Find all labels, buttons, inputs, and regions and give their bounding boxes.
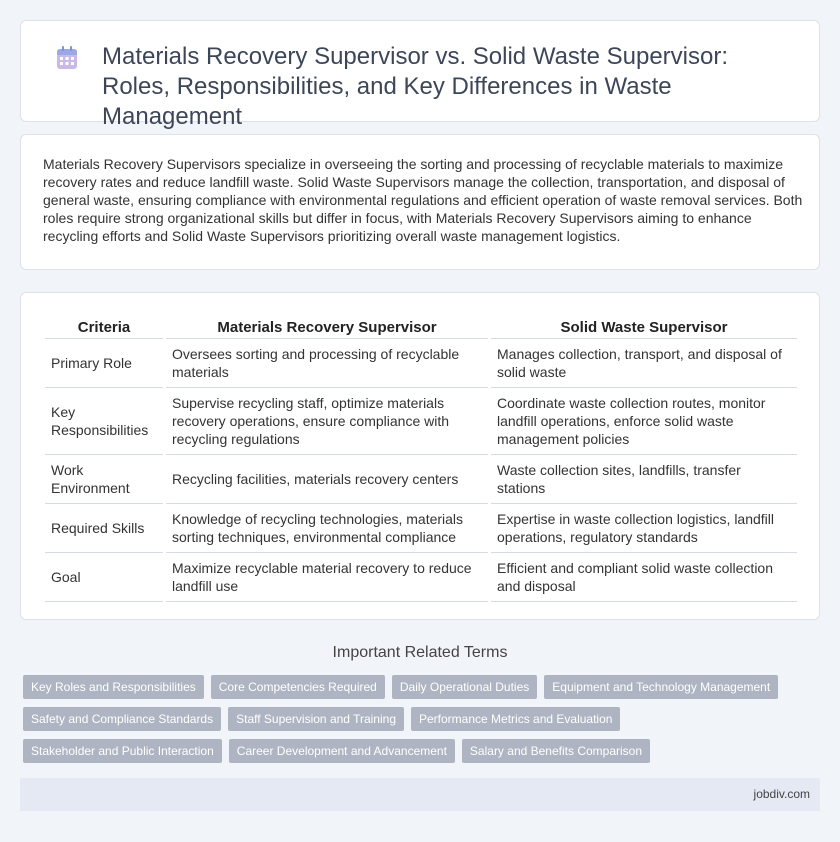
calendar-grid-icon xyxy=(56,46,78,70)
row-materials-recovery: Recycling facilities, materials recovery centers xyxy=(166,455,488,504)
related-term-tag[interactable]: Salary and Benefits Comparison xyxy=(462,739,650,763)
related-term-tag[interactable]: Core Competencies Required xyxy=(211,675,385,699)
comparison-table xyxy=(42,313,800,602)
header-criteria: Criteria xyxy=(45,313,163,339)
row-solid-waste: Coordinate waste collection routes, monitor landfill operations, enforce solid waste management policies xyxy=(491,388,797,455)
related-term-tag[interactable]: Stakeholder and Public Interaction xyxy=(23,739,222,763)
row-criteria: Key Responsibilities xyxy=(45,388,163,455)
related-term-tag[interactable]: Career Development and Advancement xyxy=(229,739,455,763)
row-criteria: Primary Role xyxy=(45,339,163,388)
related-term-tag[interactable]: Equipment and Technology Management xyxy=(544,675,778,699)
row-criteria: Goal xyxy=(45,553,163,602)
table-row xyxy=(45,504,797,553)
comparison-card xyxy=(20,292,820,620)
row-solid-waste: Waste collection sites, landfills, transfer stations xyxy=(491,455,797,504)
intro-card xyxy=(20,134,820,270)
footer-site-link[interactable]: jobdiv.com xyxy=(753,787,810,801)
row-materials-recovery: Maximize recyclable material recovery to reduce landfill use xyxy=(166,553,488,602)
row-criteria: Required Skills xyxy=(45,504,163,553)
row-solid-waste: Manages collection, transport, and disposal of solid waste xyxy=(491,339,797,388)
related-terms-tags xyxy=(23,675,823,763)
row-criteria: Work Environment xyxy=(45,455,163,504)
row-materials-recovery: Supervise recycling staff, optimize materials recovery operations, ensure compliance with recycling regulations xyxy=(166,388,488,455)
row-materials-recovery: Oversees sorting and processing of recyclable materials xyxy=(166,339,488,388)
related-terms-title: Important Related Terms xyxy=(332,644,508,661)
table-row xyxy=(45,388,797,455)
page-title: Materials Recovery Supervisor vs. Solid Waste Supervisor: Roles, Responsibilities, and Key Differences in Waste Management xyxy=(102,43,728,130)
related-term-tag[interactable]: Daily Operational Duties xyxy=(392,675,537,699)
row-solid-waste: Efficient and compliant solid waste collection and disposal xyxy=(491,553,797,602)
table-row xyxy=(45,553,797,602)
related-term-tag[interactable]: Key Roles and Responsibilities xyxy=(23,675,204,699)
header-materials-recovery: Materials Recovery Supervisor xyxy=(166,313,488,339)
header-solid-waste: Solid Waste Supervisor xyxy=(491,313,797,339)
table-row xyxy=(45,339,797,388)
row-solid-waste: Expertise in waste collection logistics, landfill operations, regulatory standards xyxy=(491,504,797,553)
related-term-tag[interactable]: Safety and Compliance Standards xyxy=(23,707,221,731)
row-materials-recovery: Knowledge of recycling technologies, materials sorting techniques, environmental compliance xyxy=(166,504,488,553)
related-term-tag[interactable]: Staff Supervision and Training xyxy=(228,707,404,731)
table-header-row xyxy=(45,313,797,339)
related-term-tag[interactable]: Performance Metrics and Evaluation xyxy=(411,707,620,731)
footer xyxy=(20,778,820,811)
table-row xyxy=(45,455,797,504)
intro-paragraph: Materials Recovery Supervisors specialize in overseeing the sorting and processing of recyclable materials to maximize recovery rates and reduce landfill waste. Solid Waste Supervisors manage the collection, transportation, and disposal of general waste, ensuring compliance with environmental regulations and efficient operation of waste removal services. Both roles require strong organizational skills but differ in focus, with Materials Recovery Supervisors aiming to enhance recycling efforts and Solid Waste Supervisors prioritizing overall waste management logistics. xyxy=(43,156,803,244)
